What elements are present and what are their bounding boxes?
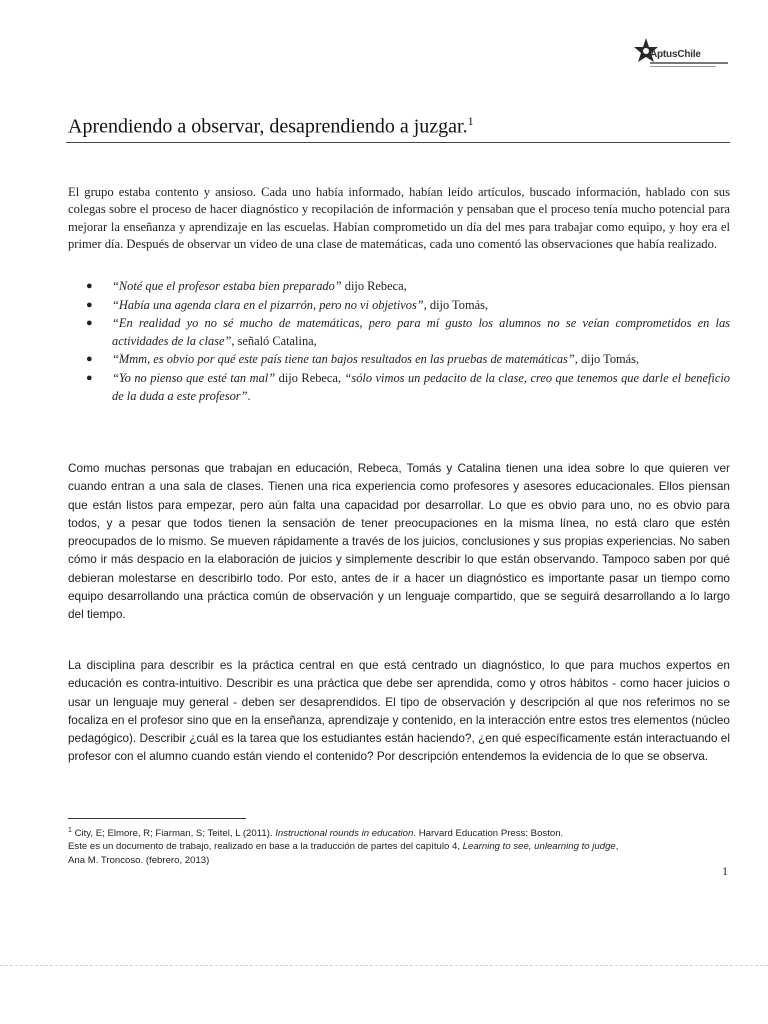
quote-text: “Mmm, es obvio por qué este país tiene tan bajos resultados en las pruebas de matemáticas”: [112, 352, 575, 367]
list-item: [86, 351, 730, 369]
quote-text: “En realidad yo no sé mucho de matemáticas, pero para mí gusto los alumnos no se veían comprometidos en las actividades de la clase”: [112, 316, 730, 348]
bullet-icon: ●: [86, 353, 93, 366]
quote-text: “Yo no pienso que esté tan mal”: [112, 370, 276, 385]
logo-tagline-line: [650, 62, 728, 64]
footnote: [68, 824, 728, 867]
footnote-text: ,: [615, 841, 619, 853]
page-title: [68, 114, 730, 139]
speaker-text: , dijo Tomás,: [574, 352, 640, 367]
quotes-list: [86, 278, 730, 406]
intro-paragraph: El grupo estaba contento y ansioso. Cada uno había informado, habían leído artículos, buscado información, hablado con sus colegas sobre el proceso de hacer diagnóstico y recopilación de información y pensaban que el proceso tenía mucho potencial para mejorar la enseñanza y aprendizaje en las escuelas. Habían comprometido un día del mes para trabajar como equipo, y hoy era el primer día. Después de observar un video de una clase de matemáticas, cada uno comentó las observaciones que había realizado.: [68, 185, 730, 252]
footnote-text: City, E; Elmore, R; Fiarman, S; Teitel, L (2011).: [71, 828, 276, 840]
bullet-icon: ●: [86, 280, 93, 292]
body-paragraph-observation: Como muchas personas que trabajan en educación, Rebeca, Tomás y Catalina tienen una idea sobre lo que quieren ver cuando entran a una sala de clases. Tienen una rica experiencia como profesores y asesores educacionales. Ellos piensan que están listos para empezar, pero aún falta una capacidad por desarrollar. Lo que es obvio para uno, no es obvio para todos, y a pesar que todos tienen la sensación de tener preocupaciones en la misma línea, no está claro que estén preocupados de lo mismo. Se mueven rápidamente a través de los juicios, conclusiones y sus propias experiencias. No saben cómo ir más despacio en la elaboración de juicios y simplemente describir lo que están observando. Tampoco saben por qué debieran molestarse en describirlo todo. Por esto, antes de ir a hacer un diagnóstico es importante pasar un tiempo como equipo desarrollando una práctica común de observación y un lenguaje compartido, que se seguirá desarrollando a lo largo del tiempo.: [68, 461, 730, 622]
title-divider: [66, 142, 730, 143]
footnote-text: . Harvard Education Press: Boston.: [413, 828, 564, 840]
footnote-author: Ana M. Troncoso. (febrero, 2013): [68, 854, 210, 866]
footnote-book-title: Instructional rounds in education: [275, 828, 414, 840]
aptuschile-logo: [632, 36, 732, 76]
footnote-citation: [68, 824, 728, 840]
logo-tagline-line: [650, 66, 716, 67]
speaker-text: , señaló Catalina,: [231, 333, 317, 348]
bullet-icon: ●: [86, 371, 93, 384]
logo-text: AptusChile: [650, 49, 701, 60]
list-item: [86, 278, 730, 296]
speaker-text: , dijo Tomás,: [423, 297, 489, 312]
quote-text: “Había una agenda clara en el pizarrón, pero no vi objetivos”: [112, 297, 424, 312]
bullet-icon: ●: [86, 317, 93, 330]
list-item: [86, 370, 730, 405]
list-item: [86, 297, 730, 315]
title-text: Aprendiendo a observar, desaprendiendo a juzgar.: [68, 115, 468, 138]
footnote-note: [68, 840, 728, 853]
bullet-icon: ●: [86, 298, 93, 311]
footnote-divider: [68, 818, 246, 819]
quote-text: “Noté que el profesor estaba bien preparado”: [112, 279, 342, 293]
body-paragraph-discipline: La disciplina para describir es la práctica central en que está centrado un diagnóstico, lo que para muchos expertos en educación es contra-intuitivo. Describir es una práctica que debe ser aprendida, como y otros hábitos - como hacer juicios o usar un lenguaje muy general - deben ser desaprendidos. El tipo de observación y descripción al que nos referimos no se focaliza en el profesor sino que en la enseñanza, aprendizaje y contenido, en la interacción entre estos tres elementos (núcleo pedagógico). Describir ¿cuál es la tarea que los estudiantes están haciendo?, ¿en qué específicamente están interactuando el profesor con el alumno cuando están viendo el contenido? Por descripción entendemos la evidencia de lo que se observa.: [68, 658, 730, 764]
page-number: 1: [722, 864, 728, 878]
list-item: [86, 315, 730, 350]
speaker-text: dijo Rebeca,: [275, 370, 345, 385]
speaker-text: .: [247, 388, 251, 403]
footnote-number: 1: [68, 827, 72, 834]
footnote-text: Este es un documento de trabajo, realizado en base a la traducción de partes del capítulo 4,: [68, 841, 463, 853]
quote-text: “sólo vimos un pedacito de la clase, creo que tenemos que darle el beneficio de la duda a este profesor”: [112, 370, 730, 403]
speaker-text: dijo Rebeca,: [341, 279, 407, 293]
title-footnote-ref: 1: [467, 114, 474, 128]
scan-artifact-line: [0, 965, 768, 966]
footnote-chapter-title: Learning to see, unlearning to judge: [462, 841, 616, 853]
